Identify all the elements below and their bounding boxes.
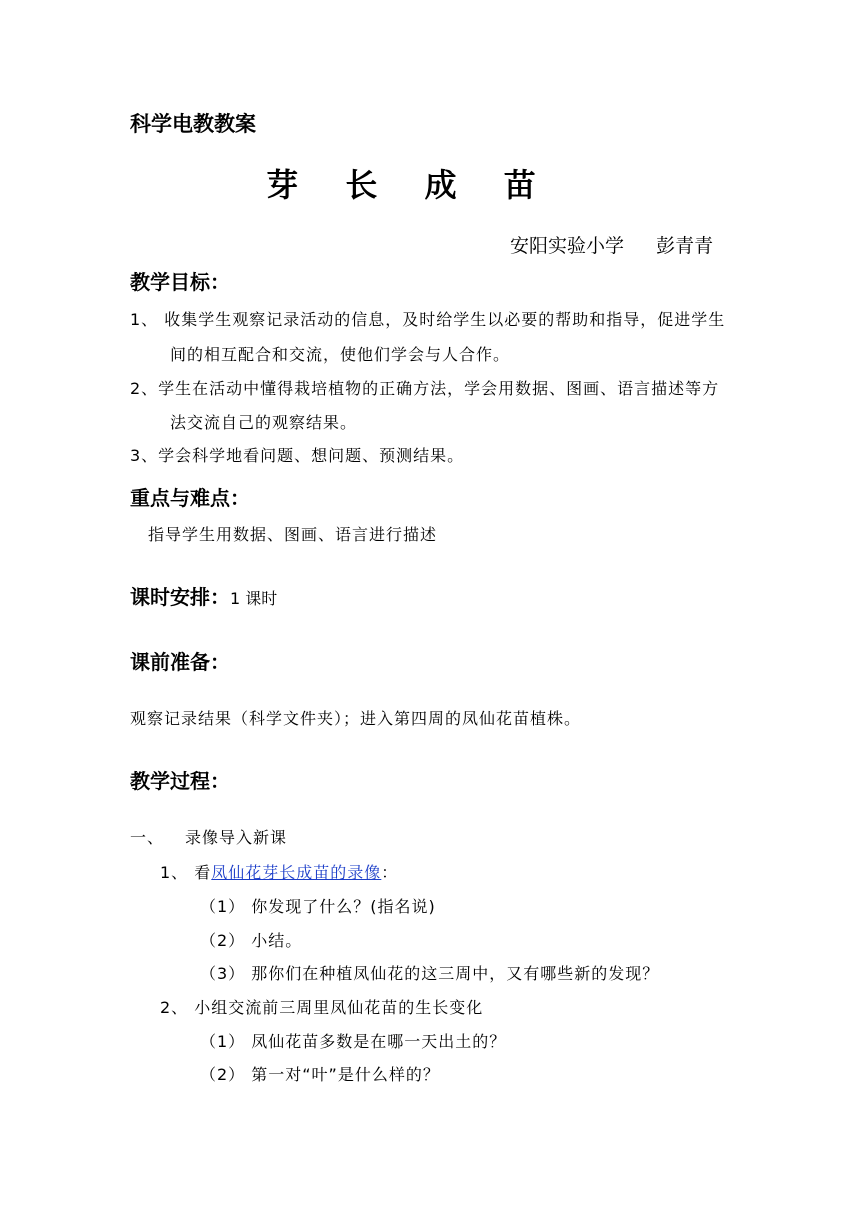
step-2-question-1: （1） 凤仙花苗多数是在哪一天出土的？ [200, 1032, 507, 1051]
objective-2-line2: 法交流自己的观察结果。 [170, 413, 358, 432]
objectives-heading: 教学目标： [130, 270, 230, 294]
process-heading: 教学过程： [130, 769, 230, 793]
step-1-question-3: （3） 那你们在种植凤仙花的这三周中，又有哪些新的发现？ [200, 964, 660, 983]
video-link[interactable]: 凤仙花芽长成苗的录像 [211, 863, 382, 882]
schedule-heading: 课时安排： [130, 585, 230, 609]
step-1 [160, 860, 398, 883]
document-header: 科学电教教案 [130, 112, 256, 136]
document-title: 芽 长 成 苗 [266, 166, 554, 204]
section-1-title: 录像导入新课 [185, 828, 288, 847]
step-2: 2、 小组交流前三周里凤仙花苗的生长变化 [160, 998, 484, 1017]
objective-1-line1: 1、 收集学生观察记录活动的信息，及时给学生以必要的帮助和指导，促进学生 [130, 310, 726, 329]
step-2-question-2: （2） 第一对“叶”是什么样的？ [200, 1065, 440, 1084]
schedule-text: 1 课时 [230, 589, 278, 608]
objective-2-line1: 2、学生在活动中懂得栽培植物的正确方法，学会用数据、图画、语言描述等方 [130, 379, 720, 398]
keypoints-heading: 重点与难点： [130, 486, 250, 510]
author-line [510, 231, 713, 258]
step-1-suffix: ： [381, 863, 399, 882]
author-name: 彭青青 [656, 235, 714, 257]
objective-1-line2: 间的相互配合和交流，使他们学会与人合作。 [170, 345, 511, 364]
section-1-label: 一、 [130, 828, 165, 847]
preparation-text: 观察记录结果（科学文件夹）；进入第四周的凤仙花苗植株。 [130, 709, 582, 728]
step-1-question-2: （2） 小结。 [200, 931, 303, 950]
keypoints-text: 指导学生用数据、图画、语言进行描述 [148, 525, 438, 544]
preparation-heading: 课前准备： [130, 650, 230, 674]
step-1-prefix: 1、 看 [160, 863, 212, 882]
objective-3: 3、学会科学地看问题、想问题、预测结果。 [130, 446, 465, 465]
step-1-question-1: （1） 你发现了什么？(指名说) [200, 897, 436, 916]
author-school: 安阳实验小学 [510, 235, 625, 257]
schedule-row [130, 581, 277, 610]
